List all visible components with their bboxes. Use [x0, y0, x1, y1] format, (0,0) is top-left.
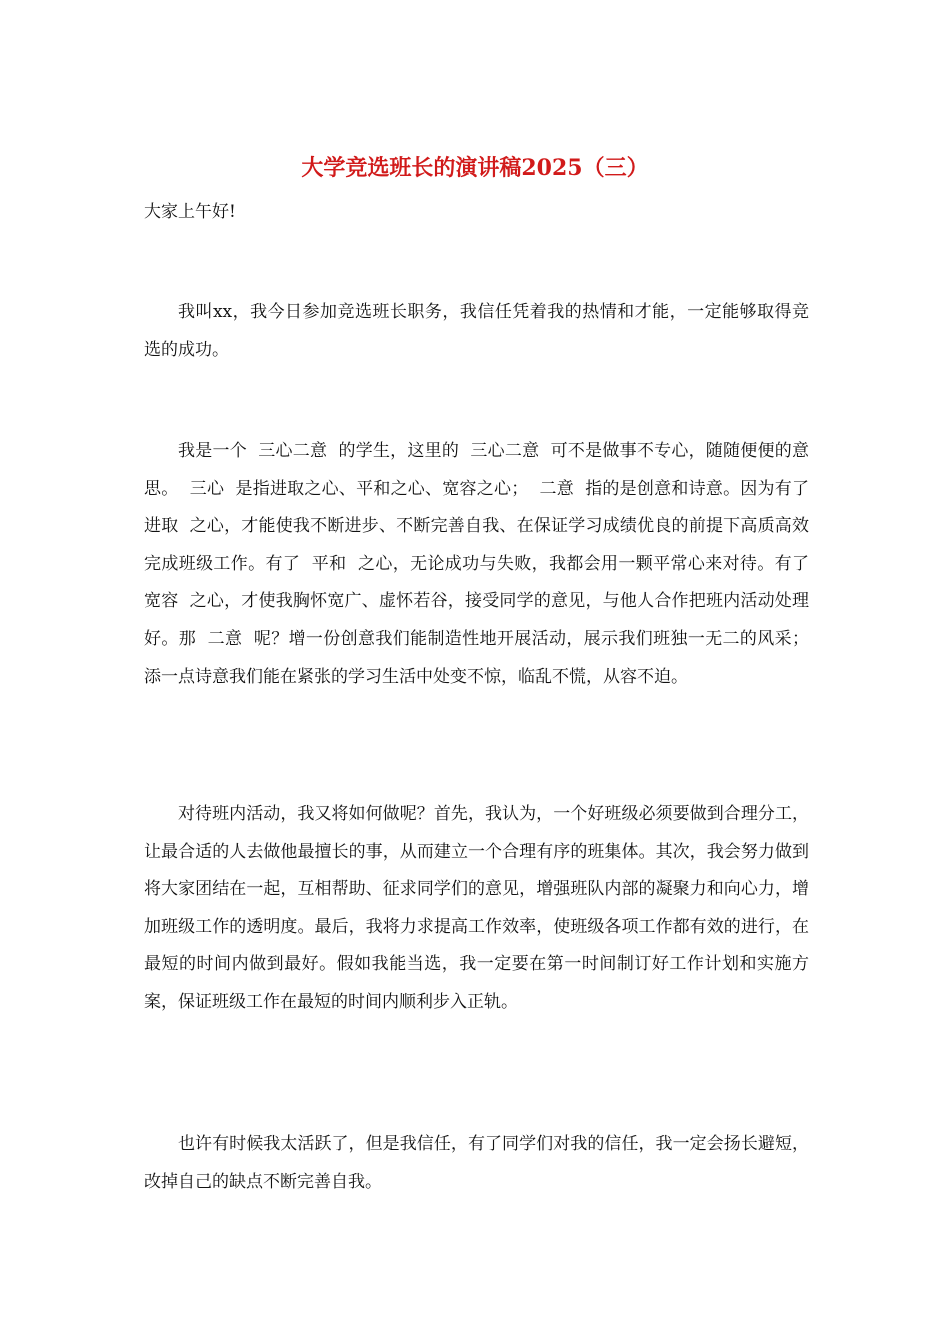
document-title: 大学竞选班长的演讲稿2025（三）	[301, 155, 649, 181]
greeting-line: 大家上午好!	[144, 202, 236, 222]
paragraph-1: 我叫xx，我今日参加竞选班长职务，我信任凭着我的热情和才能，一定能够取得竞选的成功。	[144, 302, 809, 360]
paragraph-3: 对待班内活动，我又将如何做呢？首先，我认为，一个好班级必须要做到合理分工，让最合适的人去做他最擅长的事，从而建立一个合理有序的班集体。其次，我会努力做到将大家团结在一起，互相帮助、征求同学们的意见，增强班队内部的凝聚力和向心力，增加班级工作的透明度。最后，我将力求提高工作效率，使班级各项工作都有效的进行，在最短的时间内做到最好。假如我能当选，我一定要在第一时间制订好工作计划和实施方案，保证班级工作在最短的时间内顺利步入正轨。	[144, 804, 809, 1012]
paragraph-2: 我是一个 三心二意 的学生，这里的 三心二意 可不是做事不专心，随随便便的意思。 三心 是指进取之心、平和之心、宽容之心； 二意 指的是创意和诗意。因为有了 进取 之心，才能使我不断进步、不断完善自我、在保证学习成绩优良的前提下高质高效完成班级工作。有了 平和 之心，无论成功与失败，我都会用一颗平常心来对待。有了 宽容 之心，才使我胸怀宽广、虚怀若谷，接受同学的意见，与他人合作把班内活动处理好。那 二意 呢？增一份创意我们能制造性地开展活动，展示我们班独一无二的风采；添一点诗意我们能在紧张的学习生活中处变不惊，临乱不慌，从容不迫。	[144, 441, 820, 687]
paragraph-4: 也许有时候我太活跃了，但是我信任，有了同学们对我的信任，我一定会扬长避短，改掉自己的缺点不断完善自我。	[144, 1134, 809, 1192]
